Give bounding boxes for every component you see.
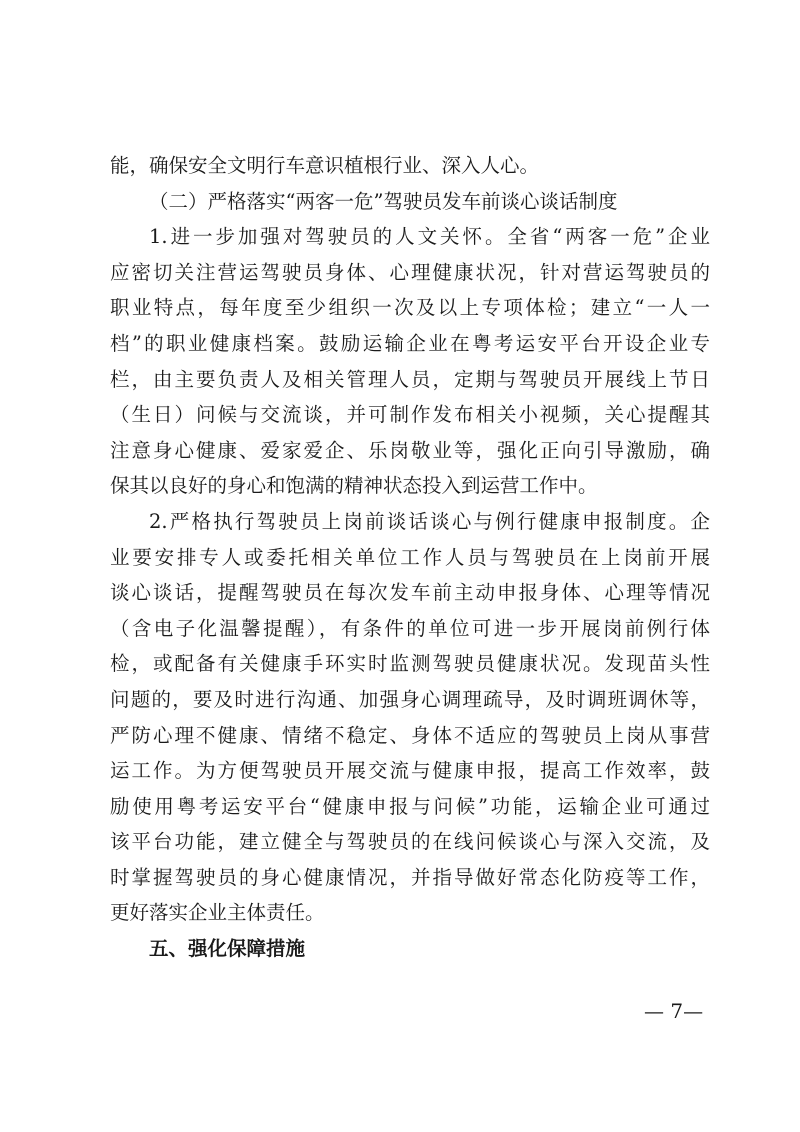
paragraph-line: 栏，由主要负责人及相关管理人员，定期与驾驶员开展线上节日 [110, 367, 710, 391]
page-number: — 7— [644, 999, 704, 1023]
section-heading: 五、强化保障措施 [149, 937, 306, 961]
paragraph-line: 业要安排专人或委托相关单位工作人员与驾驶员在上岗前开展 [110, 545, 710, 569]
paragraph-line: 严防心理不健康、情绪不稳定、身体不适应的驾驶员上岗从事营 [110, 723, 710, 747]
paragraph-line: 2.严格执行驾驶员上岗前谈话谈心与例行健康申报制度。企 [149, 509, 710, 533]
paragraph-line: 保其以良好的身心和饱满的精神状态投入到运营工作中。 [110, 474, 598, 498]
paragraph-line: 检，或配备有关健康手环实时监测驾驶员健康状况。发现苗头性 [110, 652, 710, 676]
paragraph-line: 更好落实企业主体责任。 [110, 901, 325, 925]
paragraph-line: （含电子化温馨提醒），有条件的单位可进一步开展岗前例行体 [110, 616, 710, 640]
paragraph-line: 谈心谈话，提醒驾驶员在每次发车前主动申报身体、心理等情况 [110, 581, 710, 605]
body-text [110, 148, 710, 967]
paragraph-line: 职业特点，每年度至少组织一次及以上专项体检；建立“一人一 [110, 296, 710, 320]
paragraph-line: 该平台功能，建立健全与驾驶员的在线问候谈心与深入交流，及 [110, 830, 710, 854]
paragraph-line: 应密切关注营运驾驶员身体、心理健康状况，针对营运驾驶员的 [110, 260, 710, 284]
paragraph-line: 励使用粤考运安平台“健康申报与问候”功能，运输企业可通过 [110, 794, 710, 818]
paragraph-continuation: 能，确保安全文明行车意识植根行业、深入人心。 [110, 154, 540, 177]
paragraph-line: 运工作。为方便驾驶员开展交流与健康申报，提高工作效率，鼓 [110, 759, 710, 783]
paragraph-line: 注意身心健康、爱家爱企、乐岗敬业等，强化正向引导激励，确 [110, 438, 710, 462]
paragraph-line: 1.进一步加强对驾驶员的人文关怀。全省“两客一危”企业 [149, 225, 710, 249]
paragraph-line: （生日）问候与交流谈，并可制作发布相关小视频，关心提醒其 [110, 403, 710, 427]
section-subheading: （二）严格落实“两客一危”驾驶员发车前谈心谈话制度 [149, 189, 618, 213]
paragraph-line: 时掌握驾驶员的身心健康情况，并指导做好常态化防疫等工作， [110, 865, 710, 889]
paragraph-line: 档”的职业健康档案。鼓励运输企业在粤考运安平台开设企业专 [110, 331, 710, 355]
paragraph-line: 问题的，要及时进行沟通、加强身心调理疏导，及时调班调休等， [110, 687, 710, 711]
